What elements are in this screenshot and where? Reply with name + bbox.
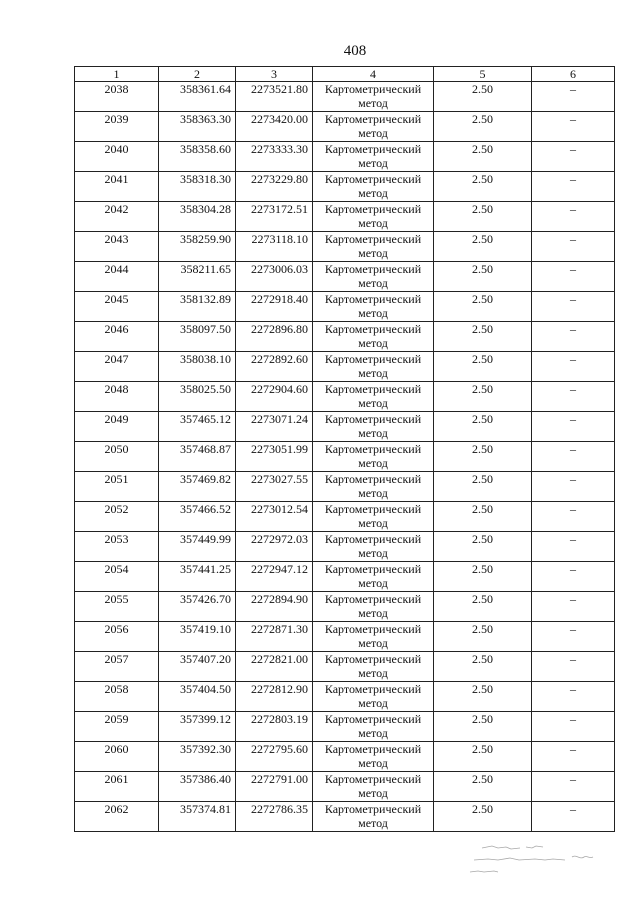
- table-row: [75, 232, 615, 262]
- point-number-cell: 2054: [75, 562, 159, 592]
- coordinate-x-cell: 358097.50: [159, 322, 236, 352]
- accuracy-cell: 2.50: [434, 682, 532, 712]
- coordinate-y-cell: 2272904.60: [236, 382, 313, 412]
- table-row: [75, 712, 615, 742]
- note-cell: –: [532, 622, 615, 652]
- note-cell: –: [532, 262, 615, 292]
- column-header-6: 6: [532, 67, 615, 82]
- coordinate-y-cell: 2273172.51: [236, 202, 313, 232]
- accuracy-cell: 2.50: [434, 352, 532, 382]
- point-number-cell: 2062: [75, 802, 159, 832]
- coordinate-x-cell: 358304.28: [159, 202, 236, 232]
- point-number-cell: 2041: [75, 172, 159, 202]
- coordinate-x-cell: 357466.52: [159, 502, 236, 532]
- point-number-cell: 2056: [75, 622, 159, 652]
- table-row: [75, 292, 615, 322]
- note-cell: –: [532, 472, 615, 502]
- note-cell: –: [532, 322, 615, 352]
- coordinate-x-cell: 358363.30: [159, 112, 236, 142]
- point-number-cell: 2042: [75, 202, 159, 232]
- coordinate-x-cell: 357426.70: [159, 592, 236, 622]
- coordinate-y-cell: 2273071.24: [236, 412, 313, 442]
- point-number-cell: 2043: [75, 232, 159, 262]
- method-cell: Картометрический метод: [313, 442, 434, 472]
- note-cell: –: [532, 232, 615, 262]
- coordinate-y-cell: 2273027.55: [236, 472, 313, 502]
- accuracy-cell: 2.50: [434, 472, 532, 502]
- method-cell: Картометрический метод: [313, 262, 434, 292]
- note-cell: –: [532, 652, 615, 682]
- method-cell: Картометрический метод: [313, 562, 434, 592]
- column-header-2: 2: [159, 67, 236, 82]
- note-cell: –: [532, 802, 615, 832]
- table-row: [75, 82, 615, 112]
- coordinate-y-cell: 2273521.80: [236, 82, 313, 112]
- accuracy-cell: 2.50: [434, 562, 532, 592]
- table-row: [75, 742, 615, 772]
- accuracy-cell: 2.50: [434, 292, 532, 322]
- coordinate-x-cell: 357407.20: [159, 652, 236, 682]
- coordinate-x-cell: 358358.60: [159, 142, 236, 172]
- coordinate-y-cell: 2272803.19: [236, 712, 313, 742]
- accuracy-cell: 2.50: [434, 442, 532, 472]
- coordinate-y-cell: 2273006.03: [236, 262, 313, 292]
- note-cell: –: [532, 82, 615, 112]
- accuracy-cell: 2.50: [434, 772, 532, 802]
- coordinate-y-cell: 2272947.12: [236, 562, 313, 592]
- point-number-cell: 2058: [75, 682, 159, 712]
- accuracy-cell: 2.50: [434, 622, 532, 652]
- note-cell: –: [532, 712, 615, 742]
- note-cell: –: [532, 142, 615, 172]
- accuracy-cell: 2.50: [434, 232, 532, 262]
- coordinate-y-cell: 2272795.60: [236, 742, 313, 772]
- column-header-5: 5: [434, 67, 532, 82]
- column-header-4: 4: [313, 67, 434, 82]
- coordinate-y-cell: 2272892.60: [236, 352, 313, 382]
- table-row: [75, 382, 615, 412]
- point-number-cell: 2049: [75, 412, 159, 442]
- coordinate-y-cell: 2272821.00: [236, 652, 313, 682]
- point-number-cell: 2060: [75, 742, 159, 772]
- column-header-3: 3: [236, 67, 313, 82]
- note-cell: –: [532, 382, 615, 412]
- coordinate-y-cell: 2272791.00: [236, 772, 313, 802]
- point-number-cell: 2038: [75, 82, 159, 112]
- point-number-cell: 2053: [75, 532, 159, 562]
- table-row: [75, 142, 615, 172]
- coordinate-x-cell: 357449.99: [159, 532, 236, 562]
- method-cell: Картометрический метод: [313, 712, 434, 742]
- method-cell: Картометрический метод: [313, 322, 434, 352]
- method-cell: Картометрический метод: [313, 802, 434, 832]
- note-cell: –: [532, 502, 615, 532]
- coordinate-x-cell: 357468.87: [159, 442, 236, 472]
- table-row: [75, 322, 615, 352]
- method-cell: Картометрический метод: [313, 652, 434, 682]
- method-cell: Картометрический метод: [313, 772, 434, 802]
- note-cell: –: [532, 772, 615, 802]
- accuracy-cell: 2.50: [434, 742, 532, 772]
- point-number-cell: 2045: [75, 292, 159, 322]
- note-cell: –: [532, 742, 615, 772]
- table-row: [75, 442, 615, 472]
- point-number-cell: 2051: [75, 472, 159, 502]
- page-number: 408: [343, 43, 367, 59]
- table-row: [75, 802, 615, 832]
- table-row: [75, 592, 615, 622]
- coordinate-x-cell: 358211.65: [159, 262, 236, 292]
- method-cell: Картометрический метод: [313, 202, 434, 232]
- coordinate-y-cell: 2273051.99: [236, 442, 313, 472]
- coordinate-y-cell: 2273420.00: [236, 112, 313, 142]
- table-row: [75, 652, 615, 682]
- table-row: [75, 682, 615, 712]
- note-cell: –: [532, 442, 615, 472]
- note-cell: –: [532, 562, 615, 592]
- point-number-cell: 2052: [75, 502, 159, 532]
- coordinate-y-cell: 2272918.40: [236, 292, 313, 322]
- coordinate-x-cell: 357419.10: [159, 622, 236, 652]
- table-row: [75, 772, 615, 802]
- accuracy-cell: 2.50: [434, 322, 532, 352]
- accuracy-cell: 2.50: [434, 712, 532, 742]
- coordinate-y-cell: 2272812.90: [236, 682, 313, 712]
- coordinate-x-cell: 357469.82: [159, 472, 236, 502]
- table-row: [75, 112, 615, 142]
- table-row: [75, 412, 615, 442]
- accuracy-cell: 2.50: [434, 652, 532, 682]
- accuracy-cell: 2.50: [434, 112, 532, 142]
- coordinate-x-cell: 357404.50: [159, 682, 236, 712]
- note-cell: –: [532, 412, 615, 442]
- coordinate-x-cell: 357441.25: [159, 562, 236, 592]
- accuracy-cell: 2.50: [434, 802, 532, 832]
- method-cell: Картометрический метод: [313, 142, 434, 172]
- column-header-1: 1: [75, 67, 159, 82]
- coordinate-y-cell: 2273012.54: [236, 502, 313, 532]
- method-cell: Картометрический метод: [313, 172, 434, 202]
- point-number-cell: 2050: [75, 442, 159, 472]
- note-cell: –: [532, 352, 615, 382]
- coordinate-x-cell: 357386.40: [159, 772, 236, 802]
- coordinate-y-cell: 2272972.03: [236, 532, 313, 562]
- point-number-cell: 2055: [75, 592, 159, 622]
- note-cell: –: [532, 112, 615, 142]
- point-number-cell: 2047: [75, 352, 159, 382]
- method-cell: Картометрический метод: [313, 622, 434, 652]
- method-cell: Картометрический метод: [313, 382, 434, 412]
- coordinate-x-cell: 357399.12: [159, 712, 236, 742]
- coordinate-y-cell: 2273333.30: [236, 142, 313, 172]
- coordinate-x-cell: 358038.10: [159, 352, 236, 382]
- coordinate-x-cell: 357392.30: [159, 742, 236, 772]
- note-cell: –: [532, 292, 615, 322]
- note-cell: –: [532, 172, 615, 202]
- accuracy-cell: 2.50: [434, 382, 532, 412]
- coordinate-y-cell: 2272894.90: [236, 592, 313, 622]
- note-cell: –: [532, 202, 615, 232]
- note-cell: –: [532, 532, 615, 562]
- coordinate-y-cell: 2273229.80: [236, 172, 313, 202]
- coordinate-x-cell: 358318.30: [159, 172, 236, 202]
- note-cell: –: [532, 592, 615, 622]
- point-number-cell: 2044: [75, 262, 159, 292]
- accuracy-cell: 2.50: [434, 412, 532, 442]
- coordinate-y-cell: 2272786.35: [236, 802, 313, 832]
- coordinate-x-cell: 358259.90: [159, 232, 236, 262]
- point-number-cell: 2046: [75, 322, 159, 352]
- table-row: [75, 262, 615, 292]
- accuracy-cell: 2.50: [434, 142, 532, 172]
- method-cell: Картометрический метод: [313, 412, 434, 442]
- coordinate-x-cell: 357465.12: [159, 412, 236, 442]
- coordinate-x-cell: 358025.50: [159, 382, 236, 412]
- point-number-cell: 2048: [75, 382, 159, 412]
- point-number-cell: 2040: [75, 142, 159, 172]
- coordinate-y-cell: 2272896.80: [236, 322, 313, 352]
- point-number-cell: 2061: [75, 772, 159, 802]
- method-cell: Картометрический метод: [313, 532, 434, 562]
- note-cell: –: [532, 682, 615, 712]
- coordinates-table: [74, 66, 615, 832]
- table-header-row: [75, 67, 615, 82]
- table-row: [75, 202, 615, 232]
- table-row: [75, 622, 615, 652]
- table-row: [75, 562, 615, 592]
- table-row: [75, 472, 615, 502]
- method-cell: Картометрический метод: [313, 502, 434, 532]
- method-cell: Картометрический метод: [313, 472, 434, 502]
- table-row: [75, 502, 615, 532]
- accuracy-cell: 2.50: [434, 172, 532, 202]
- method-cell: Картометрический метод: [313, 592, 434, 622]
- coordinate-x-cell: 358132.89: [159, 292, 236, 322]
- coordinate-y-cell: 2272871.30: [236, 622, 313, 652]
- table-row: [75, 172, 615, 202]
- accuracy-cell: 2.50: [434, 262, 532, 292]
- method-cell: Картометрический метод: [313, 112, 434, 142]
- signature-stamp: [468, 842, 608, 878]
- method-cell: Картометрический метод: [313, 232, 434, 262]
- coordinate-y-cell: 2273118.10: [236, 232, 313, 262]
- point-number-cell: 2057: [75, 652, 159, 682]
- coordinate-x-cell: 358361.64: [159, 82, 236, 112]
- table-row: [75, 352, 615, 382]
- coordinate-x-cell: 357374.81: [159, 802, 236, 832]
- accuracy-cell: 2.50: [434, 592, 532, 622]
- accuracy-cell: 2.50: [434, 82, 532, 112]
- point-number-cell: 2059: [75, 712, 159, 742]
- method-cell: Картометрический метод: [313, 292, 434, 322]
- method-cell: Картометрический метод: [313, 682, 434, 712]
- table-row: [75, 532, 615, 562]
- method-cell: Картометрический метод: [313, 742, 434, 772]
- point-number-cell: 2039: [75, 112, 159, 142]
- method-cell: Картометрический метод: [313, 352, 434, 382]
- method-cell: Картометрический метод: [313, 82, 434, 112]
- accuracy-cell: 2.50: [434, 532, 532, 562]
- accuracy-cell: 2.50: [434, 202, 532, 232]
- accuracy-cell: 2.50: [434, 502, 532, 532]
